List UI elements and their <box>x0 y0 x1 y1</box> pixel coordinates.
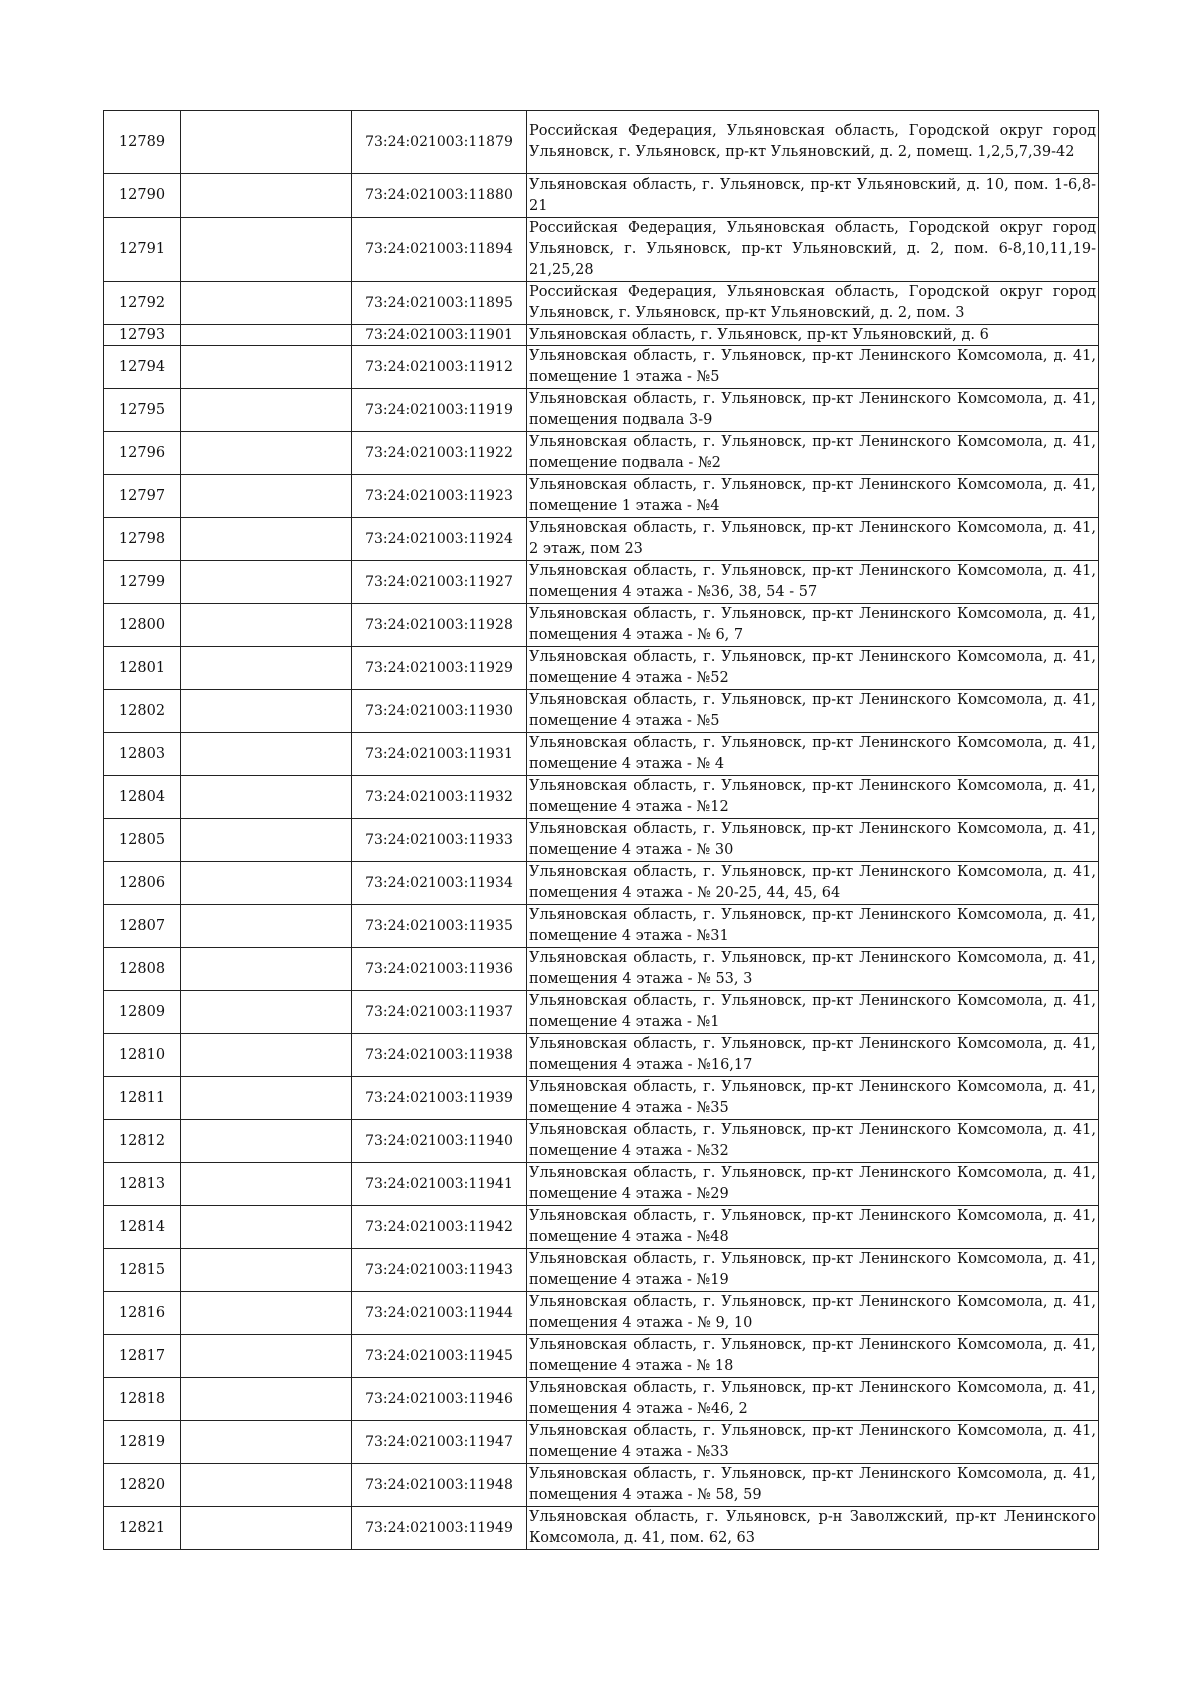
empty-cell <box>181 1249 352 1292</box>
cadastral-number: 73:24:021003:11919 <box>352 389 527 432</box>
table-row <box>104 389 1099 432</box>
empty-cell <box>181 475 352 518</box>
row-number: 12789 <box>104 111 181 174</box>
cadastral-number: 73:24:021003:11928 <box>352 604 527 647</box>
table-row <box>104 1335 1099 1378</box>
address: Ульяновская область, г. Ульяновск, пр-кт Ульяновский, д. 6 <box>527 325 1099 346</box>
row-number: 12819 <box>104 1421 181 1464</box>
table-row <box>104 218 1099 282</box>
empty-cell <box>181 819 352 862</box>
address: Ульяновская область, г. Ульяновск, пр-кт Ленинского Комсомола, д. 41, помещение 4 этажа - №5 <box>527 690 1099 733</box>
address: Ульяновская область, г. Ульяновск, пр-кт Ленинского Комсомола, д. 41, помещение 4 этажа - №48 <box>527 1206 1099 1249</box>
address: Ульяновская область, г. Ульяновск, пр-кт Ленинского Комсомола, д. 41, помещение 4 этажа - №29 <box>527 1163 1099 1206</box>
table-row <box>104 174 1099 218</box>
row-number: 12800 <box>104 604 181 647</box>
empty-cell <box>181 1077 352 1120</box>
empty-cell <box>181 991 352 1034</box>
empty-cell <box>181 1163 352 1206</box>
cadastral-number: 73:24:021003:11901 <box>352 325 527 346</box>
row-number: 12812 <box>104 1120 181 1163</box>
cadastral-number: 73:24:021003:11949 <box>352 1507 527 1550</box>
empty-cell <box>181 346 352 389</box>
table-row <box>104 1249 1099 1292</box>
row-number: 12821 <box>104 1507 181 1550</box>
empty-cell <box>181 733 352 776</box>
address: Ульяновская область, г. Ульяновск, пр-кт Ленинского Комсомола, д. 41, помещения 4 этажа - №16,17 <box>527 1034 1099 1077</box>
row-number: 12790 <box>104 174 181 218</box>
registry-table <box>103 110 1099 1550</box>
table-row <box>104 346 1099 389</box>
empty-cell <box>181 518 352 561</box>
address: Ульяновская область, г. Ульяновск, пр-кт Ленинского Комсомола, д. 41, помещение 4 этажа - № 18 <box>527 1335 1099 1378</box>
cadastral-number: 73:24:021003:11935 <box>352 905 527 948</box>
address: Ульяновская область, г. Ульяновск, пр-кт Ленинского Комсомола, д. 41, помещение 4 этажа - №32 <box>527 1120 1099 1163</box>
table-row <box>104 819 1099 862</box>
cadastral-number: 73:24:021003:11929 <box>352 647 527 690</box>
table-row <box>104 518 1099 561</box>
empty-cell <box>181 1034 352 1077</box>
address: Ульяновская область, г. Ульяновск, пр-кт Ленинского Комсомола, д. 41, помещение 4 этажа - №12 <box>527 776 1099 819</box>
row-number: 12796 <box>104 432 181 475</box>
table-row <box>104 1421 1099 1464</box>
cadastral-number: 73:24:021003:11941 <box>352 1163 527 1206</box>
cadastral-number: 73:24:021003:11945 <box>352 1335 527 1378</box>
row-number: 12808 <box>104 948 181 991</box>
cadastral-number: 73:24:021003:11923 <box>352 475 527 518</box>
table-row <box>104 1034 1099 1077</box>
empty-cell <box>181 389 352 432</box>
table-row <box>104 690 1099 733</box>
row-number: 12813 <box>104 1163 181 1206</box>
empty-cell <box>181 1206 352 1249</box>
table-row <box>104 282 1099 325</box>
empty-cell <box>181 1120 352 1163</box>
row-number: 12803 <box>104 733 181 776</box>
cadastral-number: 73:24:021003:11933 <box>352 819 527 862</box>
table-row <box>104 604 1099 647</box>
empty-cell <box>181 1507 352 1550</box>
address: Ульяновская область, г. Ульяновск, пр-кт Ленинского Комсомола, д. 41, помещения 4 этажа - № 53, 3 <box>527 948 1099 991</box>
address: Ульяновская область, г. Ульяновск, пр-кт Ленинского Комсомола, д. 41, помещение 4 этажа - №33 <box>527 1421 1099 1464</box>
empty-cell <box>181 1335 352 1378</box>
table-row <box>104 325 1099 346</box>
row-number: 12804 <box>104 776 181 819</box>
empty-cell <box>181 604 352 647</box>
row-number: 12795 <box>104 389 181 432</box>
cadastral-number: 73:24:021003:11940 <box>352 1120 527 1163</box>
cadastral-number: 73:24:021003:11895 <box>352 282 527 325</box>
registry-table-body <box>104 111 1099 1550</box>
address: Российская Федерация, Ульяновская область, Городской округ город Ульяновск, г. Ульяновск, пр-кт Ульяновский, д. 2, помещ. 1,2,5,7,39-42 <box>527 111 1099 174</box>
cadastral-number: 73:24:021003:11942 <box>352 1206 527 1249</box>
empty-cell <box>181 174 352 218</box>
address: Ульяновская область, г. Ульяновск, пр-кт Ленинского Комсомола, д. 41, помещение 1 этажа - №4 <box>527 475 1099 518</box>
table-row <box>104 111 1099 174</box>
empty-cell <box>181 1378 352 1421</box>
address: Ульяновская область, г. Ульяновск, пр-кт Ленинского Комсомола, д. 41, помещения 4 этажа - № 20-25, 44, 45, 64 <box>527 862 1099 905</box>
row-number: 12818 <box>104 1378 181 1421</box>
row-number: 12816 <box>104 1292 181 1335</box>
empty-cell <box>181 776 352 819</box>
row-number: 12802 <box>104 690 181 733</box>
table-row <box>104 1206 1099 1249</box>
table-row <box>104 1507 1099 1550</box>
table-row <box>104 1120 1099 1163</box>
row-number: 12794 <box>104 346 181 389</box>
address: Ульяновская область, г. Ульяновск, пр-кт Ленинского Комсомола, д. 41, помещение 4 этажа - №19 <box>527 1249 1099 1292</box>
cadastral-number: 73:24:021003:11938 <box>352 1034 527 1077</box>
table-row <box>104 561 1099 604</box>
row-number: 12799 <box>104 561 181 604</box>
empty-cell <box>181 1292 352 1335</box>
address: Ульяновская область, г. Ульяновск, пр-кт Ленинского Комсомола, д. 41, помещения 4 этажа - №46, 2 <box>527 1378 1099 1421</box>
row-number: 12814 <box>104 1206 181 1249</box>
empty-cell <box>181 905 352 948</box>
table-row <box>104 948 1099 991</box>
cadastral-number: 73:24:021003:11924 <box>352 518 527 561</box>
empty-cell <box>181 948 352 991</box>
cadastral-number: 73:24:021003:11922 <box>352 432 527 475</box>
address: Ульяновская область, г. Ульяновск, пр-кт Ленинского Комсомола, д. 41, помещение 1 этажа - №5 <box>527 346 1099 389</box>
table-row <box>104 1378 1099 1421</box>
empty-cell <box>181 647 352 690</box>
row-number: 12791 <box>104 218 181 282</box>
address: Ульяновская область, г. Ульяновск, пр-кт Ленинского Комсомола, д. 41, 2 этаж, пом 23 <box>527 518 1099 561</box>
row-number: 12810 <box>104 1034 181 1077</box>
address: Ульяновская область, г. Ульяновск, пр-кт Ленинского Комсомола, д. 41, помещения 4 этажа - № 6, 7 <box>527 604 1099 647</box>
cadastral-number: 73:24:021003:11927 <box>352 561 527 604</box>
table-row <box>104 905 1099 948</box>
cadastral-number: 73:24:021003:11937 <box>352 991 527 1034</box>
cadastral-number: 73:24:021003:11934 <box>352 862 527 905</box>
cadastral-number: 73:24:021003:11879 <box>352 111 527 174</box>
row-number: 12815 <box>104 1249 181 1292</box>
empty-cell <box>181 1464 352 1507</box>
cadastral-number: 73:24:021003:11946 <box>352 1378 527 1421</box>
table-row <box>104 862 1099 905</box>
row-number: 12792 <box>104 282 181 325</box>
row-number: 12793 <box>104 325 181 346</box>
address: Ульяновская область, г. Ульяновск, пр-кт Ленинского Комсомола, д. 41, помещение 4 этажа - № 30 <box>527 819 1099 862</box>
empty-cell <box>181 432 352 475</box>
row-number: 12806 <box>104 862 181 905</box>
table-row <box>104 1292 1099 1335</box>
row-number: 12805 <box>104 819 181 862</box>
empty-cell <box>181 862 352 905</box>
empty-cell <box>181 282 352 325</box>
table-row <box>104 432 1099 475</box>
cadastral-number: 73:24:021003:11930 <box>352 690 527 733</box>
table-row <box>104 733 1099 776</box>
cadastral-number: 73:24:021003:11947 <box>352 1421 527 1464</box>
cadastral-number: 73:24:021003:11932 <box>352 776 527 819</box>
address: Ульяновская область, г. Ульяновск, пр-кт Ленинского Комсомола, д. 41, помещение 4 этажа - №31 <box>527 905 1099 948</box>
cadastral-number: 73:24:021003:11894 <box>352 218 527 282</box>
table-row <box>104 991 1099 1034</box>
row-number: 12797 <box>104 475 181 518</box>
table-row <box>104 1163 1099 1206</box>
address: Ульяновская область, г. Ульяновск, пр-кт Ленинского Комсомола, д. 41, помещения 4 этажа - № 9, 10 <box>527 1292 1099 1335</box>
table-row <box>104 475 1099 518</box>
address: Российская Федерация, Ульяновская область, Городской округ город Ульяновск, г. Ульяновск, пр-кт Ульяновский, д. 2, пом. 6-8,10,11,19-21,25,28 <box>527 218 1099 282</box>
address: Ульяновская область, г. Ульяновск, пр-кт Ленинского Комсомола, д. 41, помещения подвала 3-9 <box>527 389 1099 432</box>
empty-cell <box>181 111 352 174</box>
row-number: 12817 <box>104 1335 181 1378</box>
table-row <box>104 776 1099 819</box>
row-number: 12801 <box>104 647 181 690</box>
empty-cell <box>181 690 352 733</box>
address: Ульяновская область, г. Ульяновск, пр-кт Ленинского Комсомола, д. 41, помещение 4 этажа - №1 <box>527 991 1099 1034</box>
address: Ульяновская область, г. Ульяновск, пр-кт Ленинского Комсомола, д. 41, помещение подвала - №2 <box>527 432 1099 475</box>
address: Ульяновская область, г. Ульяновск, р-н Заволжский, пр-кт Ленинского Комсомола, д. 41, пом. 62, 63 <box>527 1507 1099 1550</box>
cadastral-number: 73:24:021003:11912 <box>352 346 527 389</box>
row-number: 12798 <box>104 518 181 561</box>
table-row <box>104 1077 1099 1120</box>
cadastral-number: 73:24:021003:11939 <box>352 1077 527 1120</box>
row-number: 12807 <box>104 905 181 948</box>
empty-cell <box>181 325 352 346</box>
empty-cell <box>181 1421 352 1464</box>
cadastral-number: 73:24:021003:11948 <box>352 1464 527 1507</box>
table-row <box>104 1464 1099 1507</box>
row-number: 12811 <box>104 1077 181 1120</box>
empty-cell <box>181 561 352 604</box>
address: Ульяновская область, г. Ульяновск, пр-кт Ленинского Комсомола, д. 41, помещение 4 этажа - № 4 <box>527 733 1099 776</box>
cadastral-number: 73:24:021003:11880 <box>352 174 527 218</box>
table-row <box>104 647 1099 690</box>
address: Ульяновская область, г. Ульяновск, пр-кт Ленинского Комсомола, д. 41, помещения 4 этажа - № 58, 59 <box>527 1464 1099 1507</box>
cadastral-number: 73:24:021003:11944 <box>352 1292 527 1335</box>
address: Ульяновская область, г. Ульяновск, пр-кт Ленинского Комсомола, д. 41, помещение 4 этажа - №35 <box>527 1077 1099 1120</box>
cadastral-number: 73:24:021003:11936 <box>352 948 527 991</box>
address: Ульяновская область, г. Ульяновск, пр-кт Ленинского Комсомола, д. 41, помещение 4 этажа - №52 <box>527 647 1099 690</box>
address: Ульяновская область, г. Ульяновск, пр-кт Ленинского Комсомола, д. 41, помещения 4 этажа - №36, 38, 54 - 57 <box>527 561 1099 604</box>
address: Ульяновская область, г. Ульяновск, пр-кт Ульяновский, д. 10, пом. 1-6,8-21 <box>527 174 1099 218</box>
cadastral-number: 73:24:021003:11943 <box>352 1249 527 1292</box>
empty-cell <box>181 218 352 282</box>
row-number: 12809 <box>104 991 181 1034</box>
address: Российская Федерация, Ульяновская область, Городской округ город Ульяновск, г. Ульяновск, пр-кт Ульяновский, д. 2, пом. 3 <box>527 282 1099 325</box>
row-number: 12820 <box>104 1464 181 1507</box>
cadastral-number: 73:24:021003:11931 <box>352 733 527 776</box>
